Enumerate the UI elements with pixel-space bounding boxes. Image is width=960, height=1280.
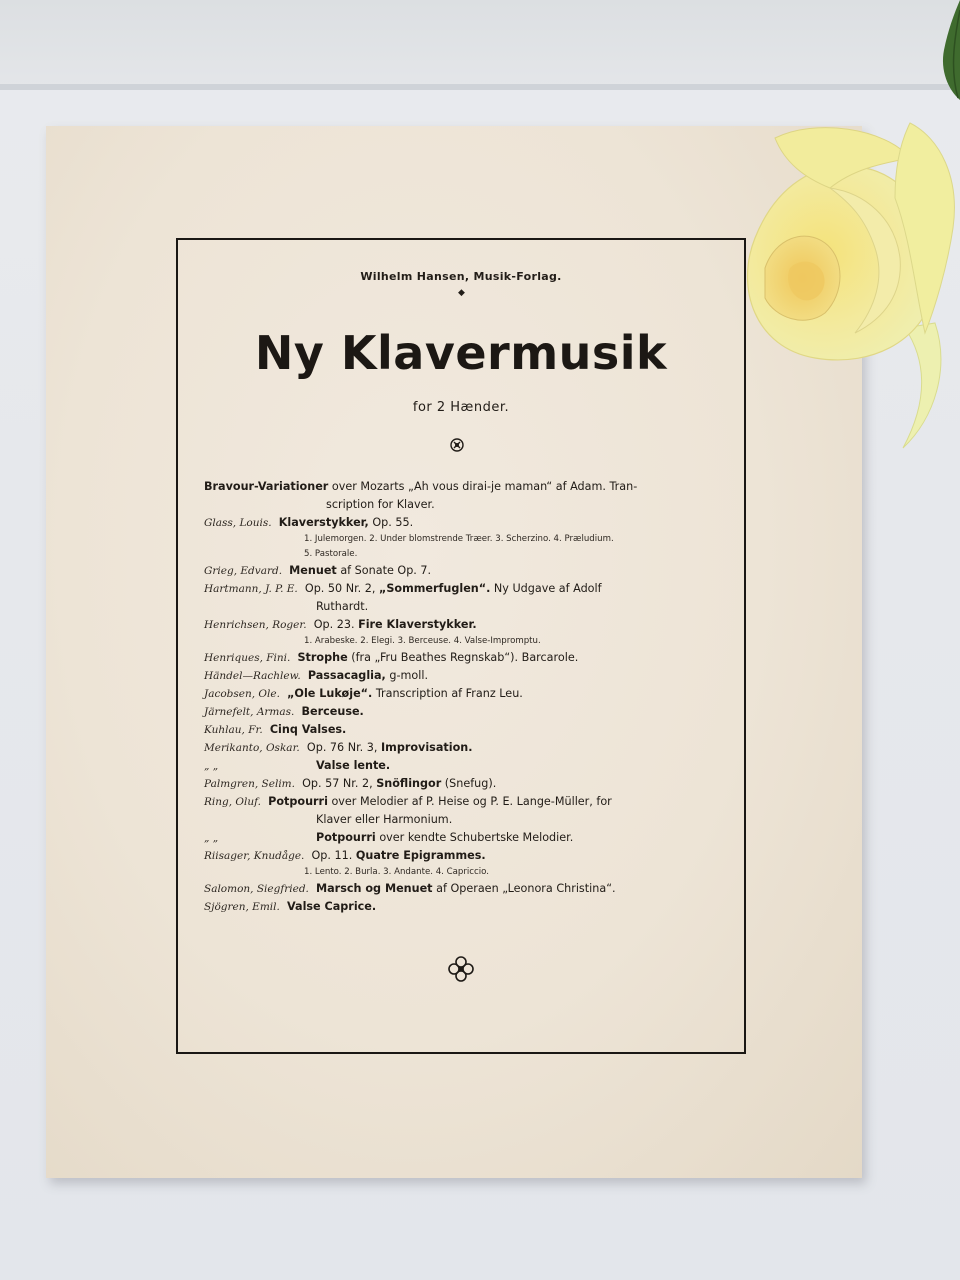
list-item: Kuhlau, Fr. Cinq Valses. xyxy=(204,723,347,736)
list-item: Grieg, Edvard. Menuet af Sonate Op. 7. xyxy=(204,564,432,577)
list-item: Ring, Oluf. Potpourri over Melodier af P. Heise og P. E. Lange-Müller, for Klaver eller Harmonium. xyxy=(204,795,612,826)
list-item: Glass, Louis. Klaverstykker, Op. 55. 1. Julemorgen. 2. Under blomstrende Træer. 3. Scherzino. 4. Præludium. 5. Pastorale. xyxy=(204,516,614,559)
yellow-rose-icon xyxy=(735,118,960,458)
list-item: Händel—Rachlew. Passacaglia, g-moll. xyxy=(204,669,429,682)
list-item: Henriques, Fini. Strophe (fra „Fru Beathes Regnskab“). Barcarole. xyxy=(204,651,579,664)
border-frame xyxy=(176,238,746,1054)
catalog-list xyxy=(204,478,724,916)
list-item: Sjögren, Emil. Valse Caprice. xyxy=(204,900,377,913)
list-item: Bravour-Variationer over Mozarts „Ah vous dirai-je maman“ af Adam. Tran- scription for Klaver. xyxy=(204,480,638,511)
list-item: Hartmann, J. P. E. Op. 50 Nr. 2, „Sommerfuglen“. Ny Udgave af Adolf Ruthardt. xyxy=(204,582,602,613)
leaf-icon xyxy=(930,0,960,110)
ledge xyxy=(0,84,960,90)
ornament-icon xyxy=(450,438,464,452)
quatrefoil-ornament-icon xyxy=(446,954,476,984)
list-item: Järnefelt, Armas. Berceuse. xyxy=(204,705,364,718)
page-subtitle: for 2 Hænder. xyxy=(412,400,510,415)
page-title: Ny Klavermusik xyxy=(254,326,668,380)
list-item: „ „ Valse lente. xyxy=(204,759,391,772)
diamond-ornament-icon: ◆ xyxy=(458,288,465,298)
list-item: Jacobsen, Ole. „Ole Lukøje“. Transcription af Franz Leu. xyxy=(204,687,523,700)
list-item: Merikanto, Oskar. Op. 76 Nr. 3, Improvisation. xyxy=(204,741,473,754)
list-item: Henrichsen, Roger. Op. 23. Fire Klaverstykker. 1. Arabeske. 2. Elegi. 3. Berceuse. 4. Valse-Impromptu. xyxy=(204,618,541,646)
publisher-line: Wilhelm Hansen, Musik-Forlag. xyxy=(360,270,562,283)
list-item: Palmgren, Selim. Op. 57 Nr. 2, Snöflingor (Snefug). xyxy=(204,777,497,790)
wall-background xyxy=(0,0,960,90)
list-item: Riisager, Knudåge. Op. 11. Quatre Epigrammes. 1. Lento. 2. Burla. 3. Andante. 4. Capriccio. xyxy=(204,849,489,877)
list-item: „ „ Potpourri over kendte Schubertske Melodier. xyxy=(204,831,574,844)
list-item: Salomon, Siegfried. Marsch og Menuet af Operaen „Leonora Christina“. xyxy=(204,882,616,895)
